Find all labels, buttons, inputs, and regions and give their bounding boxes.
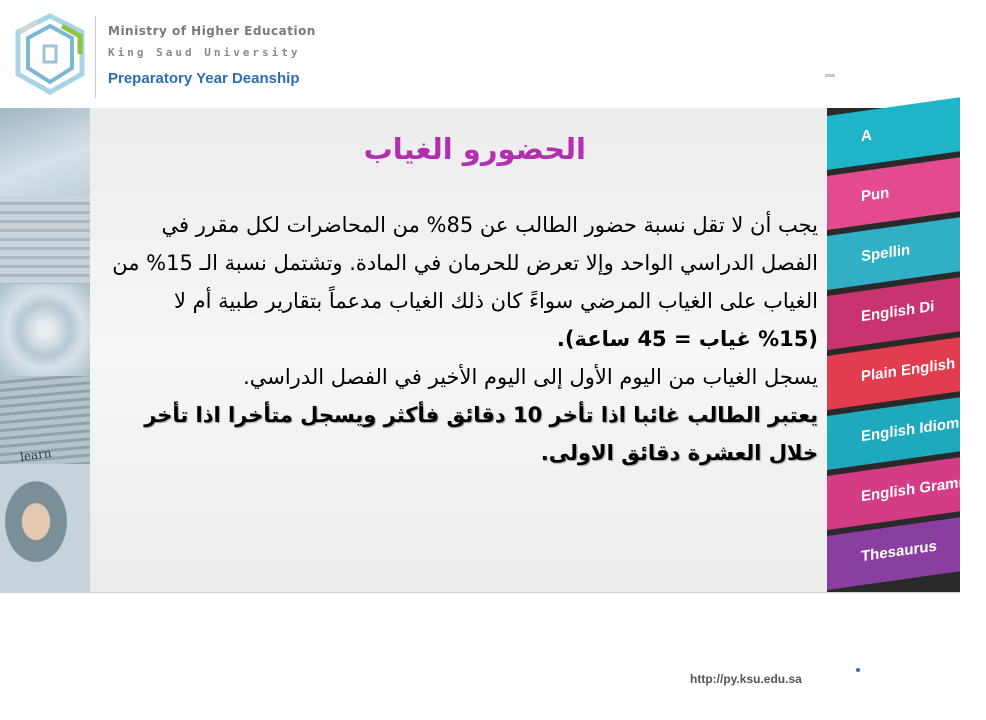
book-title: Plain English: [861, 354, 956, 386]
book-title: English Di: [861, 297, 935, 326]
book-title: Thesaurus: [861, 537, 937, 566]
ksu-logo-icon: [10, 12, 90, 96]
slide-header: [0, 0, 960, 108]
book-title: English Grammar: [861, 470, 986, 506]
right-books-photo-strip: [827, 108, 986, 592]
student-photo: [0, 464, 90, 592]
absence-record-paragraph: يسجل الغياب من اليوم الأول إلى اليوم الأخير في الفصل الدراسي.: [243, 365, 818, 389]
book-spine: [827, 517, 960, 590]
left-decorative-photo-strip: [0, 108, 90, 592]
attendance-paragraph: [110, 206, 818, 358]
attendance-rule-text: يجب أن لا تقل نسبة حضور الطالب عن 85% من المحاضرات لكل مقرر في الفصل الدراسي الواحد وإلا تعرض للحرمان في المادة. وتشتمل نسبة الـ 15% من الغياب على الغياب المرضي سواءً كان ذلك الغياب مدعماً بتقارير طبية أم لا: [112, 213, 818, 313]
slide-body: [110, 206, 818, 472]
footer-dot-icon: [856, 668, 860, 672]
university-name: King Saud University: [108, 46, 301, 59]
header-corner-mark: [825, 74, 835, 77]
geometric-pattern-photo: [0, 284, 90, 376]
book-title: A: [861, 126, 872, 146]
header-divider: [95, 16, 96, 98]
book-title: Pun: [861, 184, 890, 206]
learn-word: learn: [19, 445, 53, 465]
slide-title: الحضورو الغياب: [363, 132, 586, 166]
book-title: English Idioms: [861, 413, 968, 446]
deanship-name: Preparatory Year Deanship: [108, 70, 300, 87]
footer-url: http://py.ksu.edu.sa: [690, 672, 802, 686]
absence-hours-note: (15% غياب = 45 ساعة).: [556, 327, 818, 351]
lateness-paragraph: يعتبر الطالب غائبا اذا تأخر 10 دقائق فأكثر ويسجل متأخرا اذا تأخر خلال العشرة دقائق الاولى.: [144, 403, 818, 465]
book-title: Spellin: [861, 241, 911, 266]
plant-photo: [0, 108, 90, 196]
footer-divider: [0, 592, 960, 593]
ministry-name: Ministry of Higher Education: [108, 24, 316, 38]
text-photo: [0, 196, 90, 284]
